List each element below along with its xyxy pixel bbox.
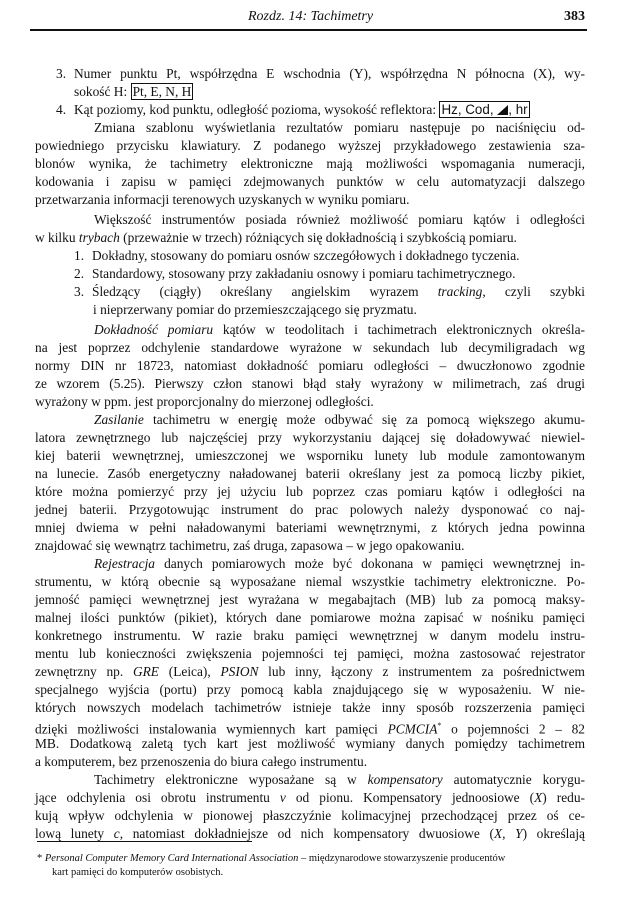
header-rule: [30, 29, 587, 31]
paragraph-line: jednej baterii. Przygotowując instrument do prac polowych należy dysponować co naj-: [35, 502, 585, 517]
paragraph-line: na jest poprzez odchylenie standardowe wyrażone w sekundach lub decymiligradach wg: [35, 340, 585, 355]
paragraph-line: mentu lub konieczności zwiększenia pojemności tej pamięci, można zastosować rejestrator: [35, 646, 585, 661]
list-item-3: [56, 65, 585, 83]
paragraph-line: Większość instrumentów posiada również możliwość pomiaru kątów i odległości: [94, 212, 585, 227]
list-text: , czyli szybki: [482, 284, 585, 299]
text-run: tachimetru w energię może odbywać się za pomocą większego akumu-: [143, 412, 585, 427]
running-head: [30, 9, 587, 29]
italic-term: PCMCIA: [387, 721, 438, 737]
text-run: od pionu. Kompensatory jednoosiowe (: [285, 790, 535, 805]
paragraph-line: [35, 663, 585, 681]
text-run: w kilku: [35, 230, 79, 245]
list-text: sokość H:: [74, 84, 128, 99]
text-run: lub inny, łączony z instrumentem za pośrednictwem: [258, 664, 585, 679]
text-run: ) określają: [522, 826, 585, 841]
display-template-box: [439, 101, 529, 118]
italic-term: GRE: [132, 664, 159, 679]
paragraph-line: [94, 555, 585, 573]
text-run: zewnętrzny np.: [35, 664, 133, 679]
italic-term: trybach: [78, 230, 120, 245]
list-text: Dokładny, stosowany do pomiaru osnów szczegółowych i dokładnego tyczenia.: [92, 248, 520, 263]
italic-term: PSION: [220, 664, 259, 679]
italic-term: kompensatory: [367, 772, 443, 787]
footnote-cont: kart pamięci do komputerów osobistych.: [52, 867, 224, 878]
list-item-4: [56, 101, 585, 119]
paragraph-line: które można pomierzyć przy jej użyciu lub poprzez czas pomiaru kątów i odległości na: [35, 484, 585, 499]
list-text: Śledzący (ciągły) określany angielskim wyrazem: [92, 284, 438, 299]
paragraph-line: [94, 771, 585, 789]
text-run: (przeważnie w trzech) różniących się dokładnością i szybkością pomiaru.: [119, 230, 517, 245]
display-template-box: Pt, E, N, H: [132, 84, 192, 99]
text-run: ) redu-: [542, 790, 585, 805]
list-text: Kąt poziomy, kod punktu, odległość pozioma, wysokość reflektora:: [74, 102, 437, 117]
footnote-marker: *: [37, 853, 43, 864]
paragraph-line: blonów wynika, że tachimetry elektroniczne mają możliwości wspomagania numeracji,: [35, 156, 585, 171]
text-run: , natomiast dokładniejsze od nich kompensatory dwuosiowe (: [119, 826, 494, 841]
paragraph-line: mniej dwiema w pełni naładowanymi bateriami wewnętrznymi, z których jedna powinna: [35, 520, 585, 535]
horizontal-distance-triangle-icon: [497, 105, 508, 115]
mode-item-1: [74, 247, 585, 265]
list-text: Standardowy, stosowany przy zakładaniu osnowy i pomiaru tachimetrycznego.: [92, 266, 516, 281]
text-run: jące odchylenia osi obrotu instrumentu: [35, 790, 280, 805]
paragraph-line: na lunecie. Zasób energetyczny naładowanej baterii określany jest za pomocą liczby pikiet,: [35, 466, 585, 481]
paragraph-line: latora zewnętrznego lub najczęściej przy wykorzystaniu dającej się doładowywać niewiel-: [35, 430, 585, 445]
paragraph-line: ze wzorem (5.25). Pierwszy człon stanowi błąd stały wyrażony w milimetrach, zaś drugi: [35, 376, 585, 391]
text-run: (Leica),: [158, 664, 221, 679]
italic-term: Personal Computer Memory Card International Association: [44, 853, 299, 864]
footnote-ref: *: [437, 721, 442, 730]
paragraph-line: znajdować się wewnątrz tachimetru, zaś druga, zapasowa – w jego opakowaniu.: [35, 538, 465, 553]
paragraph-line: MB. Dodatkową zaletą tych kart jest możliwość wymiany danych pomiędzy tachimetrem: [35, 736, 585, 751]
mode-item-2: [74, 265, 585, 283]
paragraph-line: powiedniego przycisku klawiatury. Z podanego wyższej przykładowego zestawienia sza-: [35, 138, 585, 153]
footnote-rule: [37, 841, 252, 842]
page-number: 383: [564, 9, 585, 24]
list-text: Numer punktu Pt, współrzędna E wschodnia (Y), współrzędna N północna (X), wy-: [74, 66, 585, 81]
paragraph-line: normy DIN nr 18723, natomiast dokładność pomiaru odległości – dwuczłonowo zgodnie: [35, 358, 585, 373]
text-run: kątów w teodolitach i tachimetrach elektronicznych określa-: [213, 322, 585, 337]
text-run: o pojemności 2 – 82: [441, 721, 585, 737]
paragraph-line: kiej baterii wewnętrznej, umieszczonej we wsporniku lunety lub module zamontowanym: [35, 448, 585, 463]
paragraph-line: których nowszych modelach tachimetrów istnieje także inny sposób rozszerzenia pamięci: [35, 700, 585, 715]
italic-term: X: [534, 790, 543, 805]
mode-item-3: [74, 283, 585, 301]
list-number: 4.: [56, 102, 67, 117]
paragraph-line: jemność pamięci wewnętrznej jest wyrażana w megabajtach (MB) lub za pomocą maksy-: [35, 592, 585, 607]
paragraph-line: kodowania i zapisu w pamięci zdejmowanych punktów w celu automatyzacji dalszego: [35, 174, 585, 189]
paragraph-line: [35, 229, 585, 247]
italic-term: c: [113, 826, 120, 841]
footnote: [37, 852, 505, 866]
paragraph-line: wyrażony w ppm. jest proporcjonalny do mierzonej odległości.: [35, 394, 374, 409]
text-run: – międzynarodowe stowarzyszenie producentów: [298, 853, 506, 864]
list-item-3-cont: [74, 83, 585, 101]
italic-term: tracking: [437, 284, 483, 299]
list-number: 3.: [74, 284, 85, 299]
paragraph-line: a komputerem, bez przenoszenia do biura całego instrumentu.: [35, 754, 368, 769]
mode-item-3-cont: i nieprzerwany pomiar do przemieszczającego się pryzmatu.: [93, 302, 417, 317]
paragraph-line: specjalnego wyjścia (portu) przy pomocą kabla znajdującego się w wyposażeniu. W nie-: [35, 682, 585, 697]
paragraph-line: kują wpływ odchylenia w pionowej płaszczyźnie kolimacyjnej przechodzącej przez oś ce-: [35, 808, 585, 823]
running-title: Rozdz. 14: Tachimetry: [248, 9, 374, 24]
list-number: 1.: [74, 248, 85, 263]
text-run: dzięki możliwości instalowania wymiennych kart pamięci: [35, 721, 388, 737]
paragraph-line: strumentu, w którą obecnie są wyposażane niemal wszystkie tachimetry elektroniczne. Po-: [35, 574, 585, 589]
paragraph-line: malnej ilości punktów (pikiet), których dane pomiarowe można zapisać w nośniku pamięci: [35, 610, 585, 625]
italic-term: Rejestracja: [94, 556, 155, 571]
paragraph-line: konkretnego instrumentu. W razie braku pamięci wewnętrznej w danym modelu instru-: [35, 628, 585, 643]
italic-term: Zasilanie: [94, 412, 144, 427]
paragraph-line: przetwarzania informacji terenowych uzyskanych w wyniku pomiaru.: [35, 192, 410, 207]
paragraph-line: [94, 321, 585, 339]
text-run: danych pomiarowych może być dokonana w pamięci wewnętrznej in-: [154, 556, 585, 571]
paragraph-line: [35, 717, 585, 735]
list-number: 3.: [56, 66, 67, 81]
paragraph-line: [94, 411, 585, 429]
paragraph-line: Zmiana szablonu wyświetlania rezultatów pomiaru następuje po naciśnięciu od-: [94, 120, 585, 135]
box-text: , hr: [508, 102, 528, 117]
italic-term: v: [279, 790, 286, 805]
italic-term: Dokładność pomiaru: [94, 322, 214, 337]
list-number: 2.: [74, 266, 85, 281]
text-run: Tachimetry elektroniczne wyposażane są w: [94, 772, 368, 787]
italic-term: X, Y: [493, 826, 523, 841]
paragraph-line: [35, 789, 585, 807]
text-run: lową lunety: [35, 826, 114, 841]
text-run: automatycznie korygu-: [442, 772, 586, 787]
box-text: Hz, Cod,: [441, 102, 494, 117]
